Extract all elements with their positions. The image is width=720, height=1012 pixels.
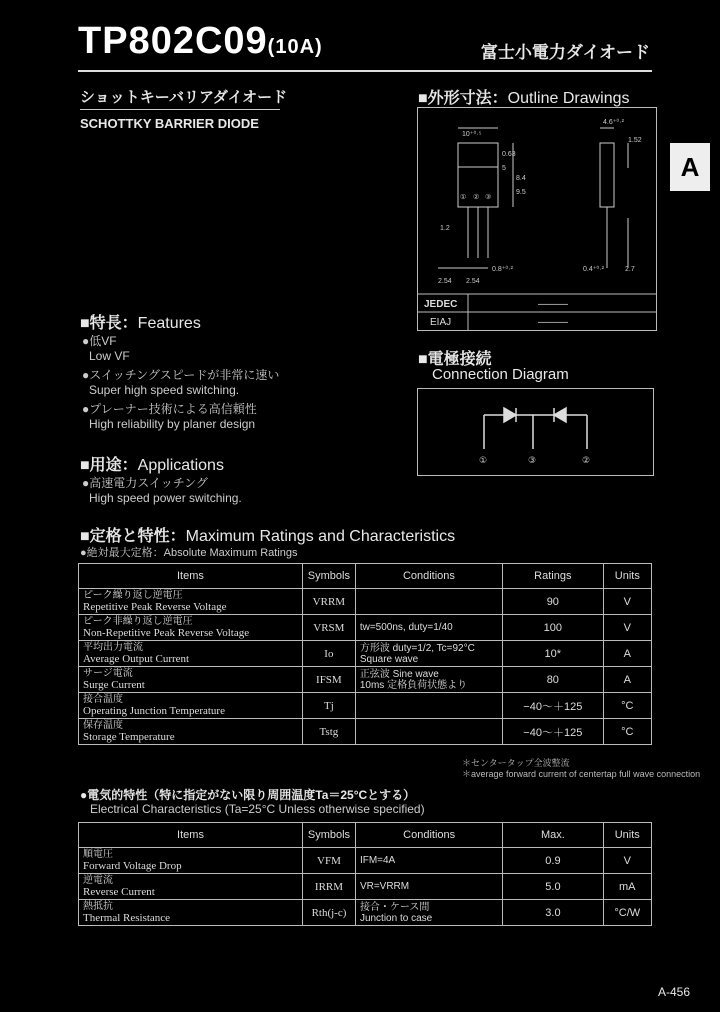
- col-conditions: Conditions: [355, 564, 502, 589]
- dim-7: 9.5: [516, 189, 526, 196]
- feature-1-jp: ●低VF: [82, 334, 117, 348]
- ratings-table: [78, 563, 652, 745]
- table-row: 順電圧 Forward Voltage Drop VFM IFM=4A 0.9 V: [79, 848, 652, 874]
- dim-13: 2.7: [625, 266, 635, 273]
- col-items: Items: [79, 564, 303, 589]
- table-row: サージ電流 Surge Current IFSM 正弦波 Sine wave 10ms 定格負荷状態より 80 A: [79, 667, 652, 693]
- jedec-label: JEDEC: [424, 299, 458, 310]
- dim-5: 5: [502, 165, 506, 172]
- feature-2-en: Super high speed switching.: [89, 383, 240, 397]
- connection-heading-en: Connection Diagram: [432, 366, 569, 383]
- application-1-en: High speed power switching.: [89, 491, 242, 505]
- dim-6: 8.4: [516, 175, 526, 182]
- type-jp: ショットキーバリアダイオード: [80, 89, 288, 106]
- application-1-jp: ●高速電力スイッチング: [82, 476, 208, 490]
- conn-pin-1: ①: [479, 456, 488, 466]
- conn-pin-2: ②: [582, 456, 591, 466]
- table-row: 保存温度 Storage Temperature Tstg −40～＋125 °C: [79, 719, 652, 745]
- applications-heading: ■用途：Applications: [80, 457, 224, 474]
- dim-11: 2.54: [438, 278, 452, 285]
- table-header-row: [79, 823, 652, 848]
- pin-label-2: ②: [473, 194, 480, 201]
- eiaj-label: EIAJ: [430, 317, 452, 328]
- eiaj-value: ———: [538, 317, 568, 328]
- dim-4: 0.63: [502, 151, 516, 158]
- dim-1: 10⁺⁰·⁵: [462, 131, 482, 138]
- page-title: [78, 20, 323, 63]
- col-conditions: Conditions: [355, 823, 502, 848]
- feature-1-en: Low VF: [89, 349, 130, 363]
- dim-8: 1.2: [440, 225, 450, 232]
- col-units: Units: [603, 564, 651, 589]
- page-number: A-456: [657, 985, 690, 999]
- dim-12: 2.54: [466, 278, 480, 285]
- table-header-row: [79, 564, 652, 589]
- col-max: Max.: [503, 823, 603, 848]
- dim-9: 0.8⁺⁰·²: [492, 266, 513, 273]
- outline-heading: ■外形寸法：Outline Drawings: [418, 90, 630, 107]
- part-number: TP802C09: [78, 20, 268, 62]
- pin-label-3: ③: [485, 194, 492, 201]
- table-row: 平均出力電流 Average Output Current Io 方形波 duty=1/2, Tc=92°C Square wave 10* A: [79, 641, 652, 667]
- table-row: 熱抵抗 Thermal Resistance Rth(j-c) 接合・ケース間 Junction to case 3.0 °C/W: [79, 900, 652, 926]
- col-units: Units: [603, 823, 651, 848]
- dim-10: 0.4⁺⁰·²: [583, 266, 604, 273]
- dim-2: 4.6⁺⁰·²: [603, 119, 624, 126]
- outline-drawing: [417, 107, 657, 331]
- ratings-note-en: ＊average forward current of centertap full wave connection: [462, 769, 701, 779]
- feature-3-en: High reliability by planer design: [89, 417, 256, 431]
- col-symbols: Symbols: [303, 823, 356, 848]
- col-symbols: Symbols: [302, 564, 355, 589]
- current-rating: (10A): [267, 36, 323, 58]
- connection-diagram-svg: [418, 389, 653, 475]
- col-items: Items: [79, 823, 303, 848]
- table-row: 接合温度 Operating Junction Temperature Tj −40～＋125 °C: [79, 693, 652, 719]
- feature-3-jp: ●プレーナー技術による高信頼性: [82, 402, 257, 416]
- connection-diagram: [417, 388, 654, 476]
- ratings-note-jp: ＊センタータップ全波整流: [462, 758, 570, 768]
- dim-3: 1.52: [628, 137, 642, 144]
- subtitle-rule: [80, 109, 280, 110]
- col-ratings: Ratings: [503, 564, 604, 589]
- outline-drawing-svg: [418, 108, 656, 330]
- ratings-subheading: ●絶対最大定格：Absolute Maximum Ratings: [80, 547, 298, 559]
- conn-pin-3: ③: [528, 456, 537, 466]
- title-rule: [78, 70, 652, 72]
- electrical-heading: ●電気的特性（特に指定がない限り周囲温度Ta＝25°Cとする）: [80, 788, 416, 802]
- electrical-heading-en: Electrical Characteristics (Ta=25°C Unless otherwise specified): [90, 802, 425, 816]
- maker-jp: 富士小電力ダイオード: [480, 43, 650, 62]
- section-tab: A: [670, 143, 710, 191]
- connection-heading: ■電極接続: [418, 351, 492, 368]
- table-row: ピーク非繰り返し逆電圧 Non-Repetitive Peak Reverse Voltage VRSM tw=500ns, duty=1/40 100 V: [79, 615, 652, 641]
- ratings-heading: ■定格と特性：Maximum Ratings and Characteristics: [80, 528, 456, 545]
- jedec-value: ———: [538, 299, 568, 310]
- table-row: 逆電流 Reverse Current IRRM VR=VRRM 5.0 mA: [79, 874, 652, 900]
- table-row: ピーク繰り返し逆電圧 Repetitive Peak Reverse Voltage VRRM 90 V: [79, 589, 652, 615]
- type-en: SCHOTTKY BARRIER DIODE: [80, 116, 259, 131]
- features-heading: ■特長：Features: [80, 315, 201, 332]
- electrical-table: [78, 822, 652, 926]
- feature-2-jp: ●スイッチングスピードが非常に速い: [82, 368, 280, 382]
- pin-label-1: ①: [460, 194, 467, 201]
